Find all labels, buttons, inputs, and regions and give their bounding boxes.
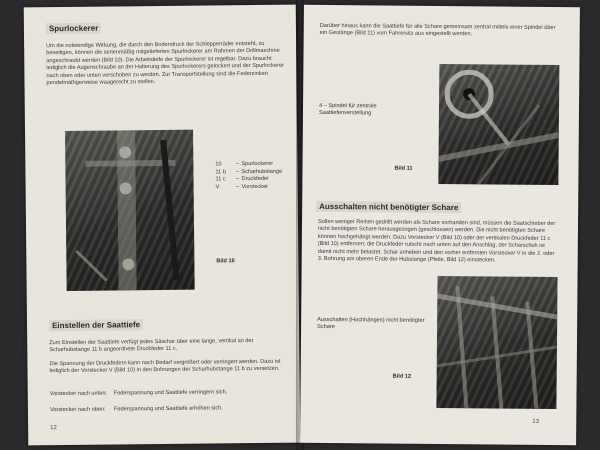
figure-11-label: 4 – Spindel für zentrale Saattiefenverstellung — [318, 102, 377, 117]
saattiefe-paragraph-2: Die Spannung der Druckfedern kann nach Bedarf vergrößert oder verringert werden. Dazu ist lediglich der Vorstecker V (Bild 10) in den Bohrungen der Scharhubstange 11 b zu versetzen. — [49, 358, 281, 375]
right-intro-paragraph: Darüber hinaus kann die Saattiefe für alle Schare gemeinsam zentral mittels einer Spindel über ein Gestänge (Bild 11) vom Fahrersitz aus eingestellt werden. — [319, 22, 556, 38]
saattiefe-paragraph-1: Zum Einstellen der Saattiefe verfügt jedes Säschar über eine lange, vertikal an der Scharhubstange 11 b angeordnete Druckfeder 11 c. — [49, 338, 254, 354]
figure-12-photo — [436, 276, 557, 409]
figure-12-caption: Bild 12 — [392, 373, 412, 380]
section-heading-ausschalten: Ausschalten nicht benötigter Schare — [316, 201, 461, 213]
figure-12-drawing — [436, 276, 557, 409]
intro-paragraph: Um die notwendige Wirkung, die durch den Bodendruck der Schlepperräder entsteht, zu beseitigen, können die serienmäßig mitgelieferten Spurlockerer am Rahmen der Drillmaschine angeschraubt werden (Bild 10). Die Arbeitstiefe der Spurlockerer ist regelbar. Dazu braucht lediglich die Augenschraube an der Halterung des Spurlockerers gelockert und der Spurlockerer nach oben oder unten verschoben zu werden. Zur Transportstellung sind die Federzinken pendelmäßigerweise waagerecht zu stellen. — [46, 40, 284, 87]
left-page — [24, 5, 301, 446]
figure-10-drawing — [65, 130, 195, 291]
figure-10-caption: Bild 10 — [216, 258, 235, 265]
figure-10-legend — [215, 161, 282, 192]
ausschalten-paragraph: Sollen weniger Reihen gedrillt werden als Schare vorhanden sind, müssen die Saatschieber der nicht benötigten Schare herausgezogen (geschlossen) werden. Die nicht benötigten Schare können hochgehängt werden. Dazu Vorstecker V (Bild 10) oder der vertikalen Druckfeder 11 c (Bild 10) entfernen; die Druckfeder rutscht nach unten auf den Anschlag, der Scharschuh ist damit nicht mehr belastet. Schar anheben und den vorher entfernten Vorstecker V in die 2. oder 3. Bohrung am oberen Ende der Hubstange (Pfeile, Bild 12) einstecken. — [317, 218, 556, 264]
figure-10-photo — [65, 130, 195, 291]
list-item: Vorstecker nach unten: Federspannung und Saattiefe verringern sich. — [49, 389, 228, 398]
list-item: Vorstecker nach oben: Federspannung und Saattiefe erhöhen sich. — [49, 405, 223, 414]
legend-row: 11 c – Druckfeder — [215, 176, 269, 183]
page-number: 12 — [50, 425, 57, 432]
figure-11-photo — [438, 64, 559, 185]
section-heading-saattiefe: Einstellen der Saattiefe — [49, 319, 143, 331]
figure-12-label: Ausschalten (Hochhängen) nicht benötigter Schare — [317, 316, 425, 331]
figure-11-caption: Bild 11 — [394, 165, 413, 172]
right-page — [300, 5, 580, 445]
legend-row: 10 – Spurlockerer — [215, 160, 274, 168]
figure-11-drawing — [438, 64, 559, 185]
legend-row: 11 b – Scharhubstange — [215, 168, 283, 176]
page-number: 13 — [532, 418, 539, 425]
legend-row: V – Vorstecker — [215, 183, 269, 191]
section-heading-spurlockerer: Spurlockerer — [46, 23, 101, 35]
